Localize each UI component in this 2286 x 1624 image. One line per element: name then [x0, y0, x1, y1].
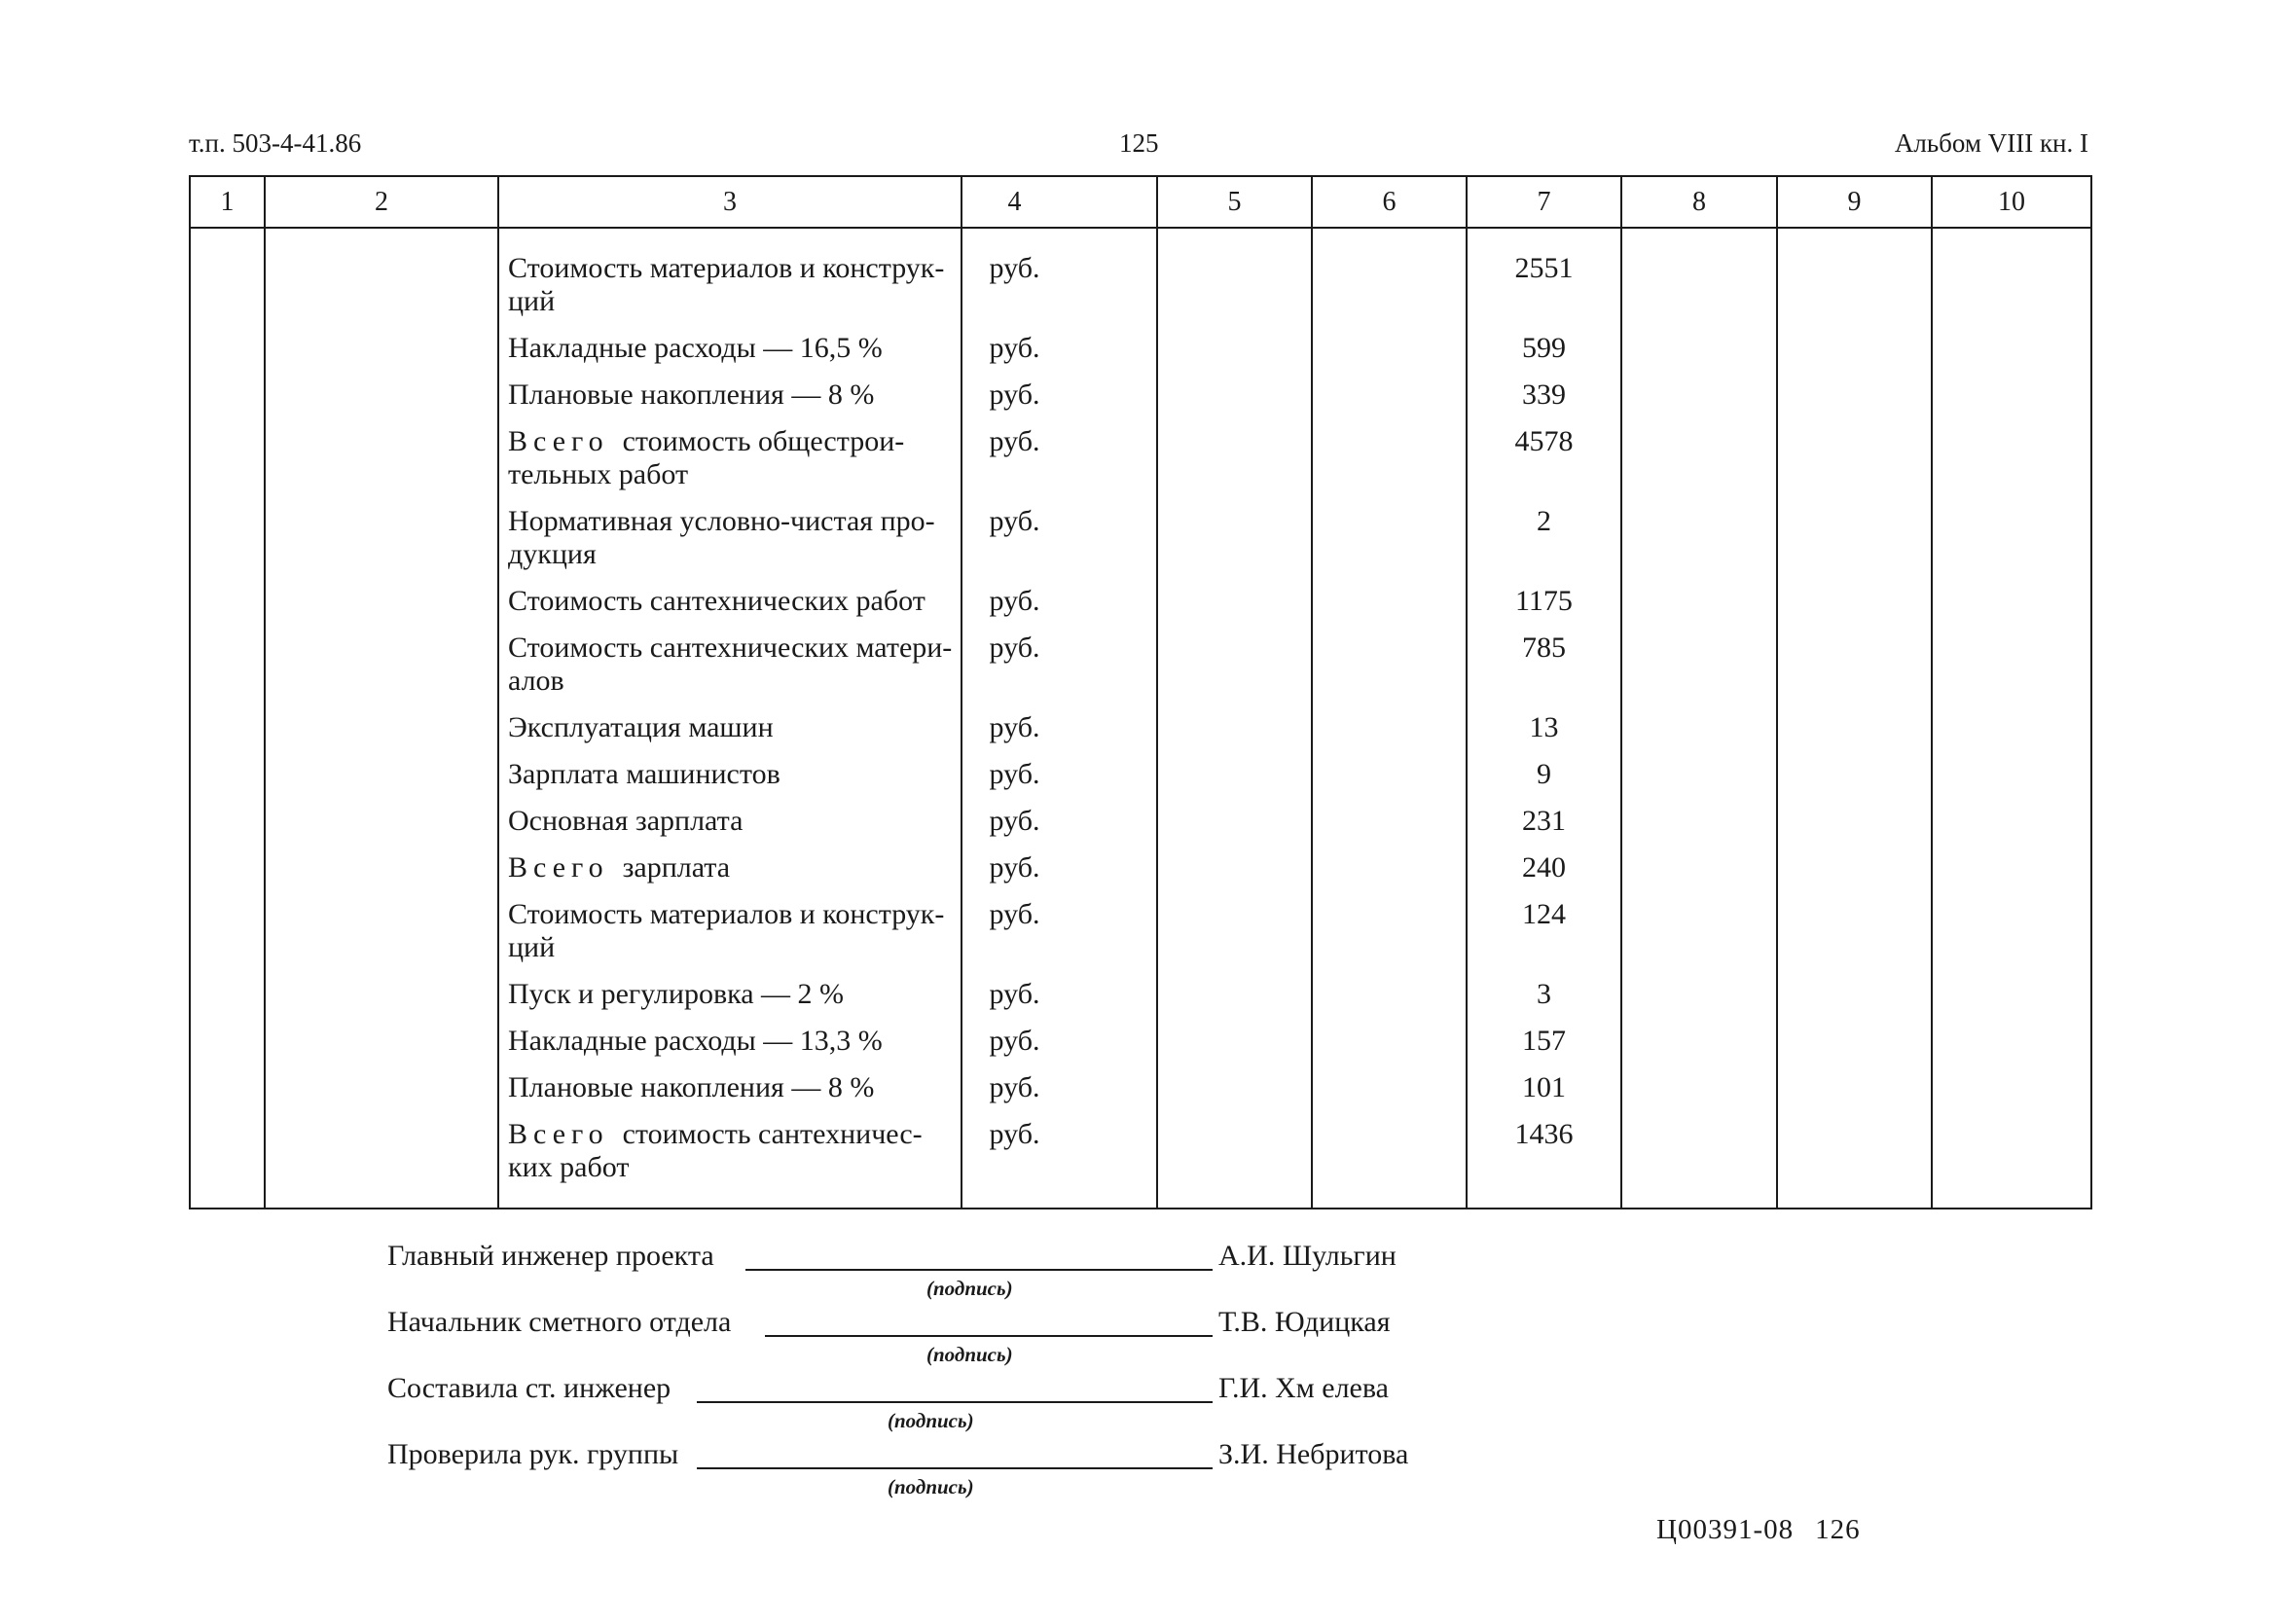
- table-row: [190, 630, 2091, 709]
- row-value: 240: [1467, 849, 1621, 896]
- page-number: 125: [1119, 128, 1159, 158]
- signature-caption: (подпись): [888, 1475, 974, 1498]
- estimate-table: [189, 175, 2092, 1209]
- signature-role: Проверила рук. группы: [387, 1438, 679, 1470]
- column-header: 10: [1932, 176, 2091, 228]
- document-code: [1656, 1514, 1861, 1546]
- project-code: т.п. 503-4-41.86: [189, 128, 362, 158]
- signature-row: [387, 1240, 1458, 1306]
- row-unit: руб.: [962, 330, 1157, 377]
- row-name: Плановые накопления — 8 %: [498, 1069, 962, 1116]
- row-value: 231: [1467, 803, 1621, 849]
- page-header: [189, 125, 2088, 163]
- row-value: 1436: [1467, 1116, 1621, 1209]
- column-header: 8: [1621, 176, 1777, 228]
- row-name: Эксплуатация машин: [498, 709, 962, 756]
- row-unit: руб.: [962, 423, 1157, 503]
- column-header: 1: [190, 176, 265, 228]
- row-unit: руб.: [962, 1023, 1157, 1069]
- row-unit: руб.: [962, 583, 1157, 630]
- signature-row: [387, 1306, 1458, 1372]
- signature-block: [387, 1240, 1458, 1504]
- signatory-name: Г.И. Хм елева: [1218, 1372, 1389, 1404]
- table-row: [190, 250, 2091, 330]
- row-value: 101: [1467, 1069, 1621, 1116]
- column-header: 3: [498, 176, 962, 228]
- signatory-name: Т.В. Юдицкая: [1218, 1306, 1391, 1338]
- row-value: 2551: [1467, 250, 1621, 330]
- row-value: 13: [1467, 709, 1621, 756]
- row-name: Всего стоимость сантехничес- ких работ: [498, 1116, 962, 1209]
- row-unit: руб.: [962, 976, 1157, 1023]
- signature-role: Начальник сметного отдела: [387, 1306, 732, 1338]
- column-header: 5: [1157, 176, 1312, 228]
- row-name: Стоимость сантехнических работ: [498, 583, 962, 630]
- row-value: 3: [1467, 976, 1621, 1023]
- row-value: 599: [1467, 330, 1621, 377]
- row-value: 2: [1467, 503, 1621, 583]
- row-value: 124: [1467, 896, 1621, 976]
- row-unit: руб.: [962, 503, 1157, 583]
- row-value: 339: [1467, 377, 1621, 423]
- signature-row: [387, 1372, 1458, 1438]
- row-name: Накладные расходы — 16,5 %: [498, 330, 962, 377]
- row-name: Зарплата машинистов: [498, 756, 962, 803]
- row-name: Стоимость сантехнических матери- алов: [498, 630, 962, 709]
- row-value: 9: [1467, 756, 1621, 803]
- table-row: [190, 377, 2091, 423]
- table-row: [190, 756, 2091, 803]
- signatory-name: З.И. Небритова: [1218, 1438, 1409, 1470]
- signature-line: [745, 1269, 1213, 1271]
- row-value: 157: [1467, 1023, 1621, 1069]
- row-unit: руб.: [962, 630, 1157, 709]
- column-header: 2: [265, 176, 498, 228]
- row-unit: руб.: [962, 803, 1157, 849]
- row-unit: руб.: [962, 756, 1157, 803]
- row-unit: руб.: [962, 1069, 1157, 1116]
- table-row: [190, 1069, 2091, 1116]
- row-unit: руб.: [962, 250, 1157, 330]
- row-name: Пуск и регулировка — 2 %: [498, 976, 962, 1023]
- column-number-row: [190, 176, 2091, 228]
- column-header: 6: [1312, 176, 1467, 228]
- row-name: Накладные расходы — 13,3 %: [498, 1023, 962, 1069]
- signature-caption: (подпись): [926, 1343, 1013, 1366]
- spacer-row: [190, 228, 2091, 250]
- sheet-number: 126: [1815, 1514, 1861, 1545]
- signature-caption: (подпись): [926, 1277, 1013, 1300]
- column-header: 4: [962, 176, 1157, 228]
- table-row: [190, 709, 2091, 756]
- signature-line: [697, 1467, 1213, 1469]
- table-row: [190, 849, 2091, 896]
- table-row: [190, 330, 2091, 377]
- signatory-name: А.И. Шульгин: [1218, 1240, 1397, 1272]
- row-name: Стоимость материалов и конструк- ций: [498, 250, 962, 330]
- row-unit: руб.: [962, 377, 1157, 423]
- row-unit: руб.: [962, 849, 1157, 896]
- signature-row: [387, 1438, 1458, 1504]
- row-unit: руб.: [962, 896, 1157, 976]
- total-label: Всего: [508, 851, 609, 884]
- row-name: Стоимость материалов и конструк- ций: [498, 896, 962, 976]
- archive-code: Ц00391-08: [1656, 1514, 1795, 1545]
- row-unit: руб.: [962, 1116, 1157, 1209]
- column-header: 9: [1777, 176, 1932, 228]
- signature-role: Составила ст. инженер: [387, 1372, 671, 1404]
- album-label: Альбом VIII кн. I: [1894, 128, 2088, 158]
- row-value: 1175: [1467, 583, 1621, 630]
- total-label: Всего: [508, 1118, 609, 1150]
- total-label: Всего: [508, 425, 609, 457]
- table-row: [190, 803, 2091, 849]
- table-row: [190, 423, 2091, 503]
- row-name: Основная зарплата: [498, 803, 962, 849]
- table-row: [190, 976, 2091, 1023]
- row-name: Нормативная условно-чистая про- дукция: [498, 503, 962, 583]
- table-row: [190, 896, 2091, 976]
- column-header: 7: [1467, 176, 1621, 228]
- signature-caption: (подпись): [888, 1409, 974, 1432]
- table-row: [190, 1116, 2091, 1209]
- row-name: Плановые накопления — 8 %: [498, 377, 962, 423]
- row-unit: руб.: [962, 709, 1157, 756]
- signature-line: [697, 1401, 1213, 1403]
- signature-role: Главный инженер проекта: [387, 1240, 714, 1272]
- signature-line: [765, 1335, 1213, 1337]
- table-row: [190, 503, 2091, 583]
- row-value: 785: [1467, 630, 1621, 709]
- table-row: [190, 583, 2091, 630]
- row-name: Всего стоимость общестрои- тельных работ: [498, 423, 962, 503]
- table-row: [190, 1023, 2091, 1069]
- row-value: 4578: [1467, 423, 1621, 503]
- row-name: Всего зарплата: [498, 849, 962, 896]
